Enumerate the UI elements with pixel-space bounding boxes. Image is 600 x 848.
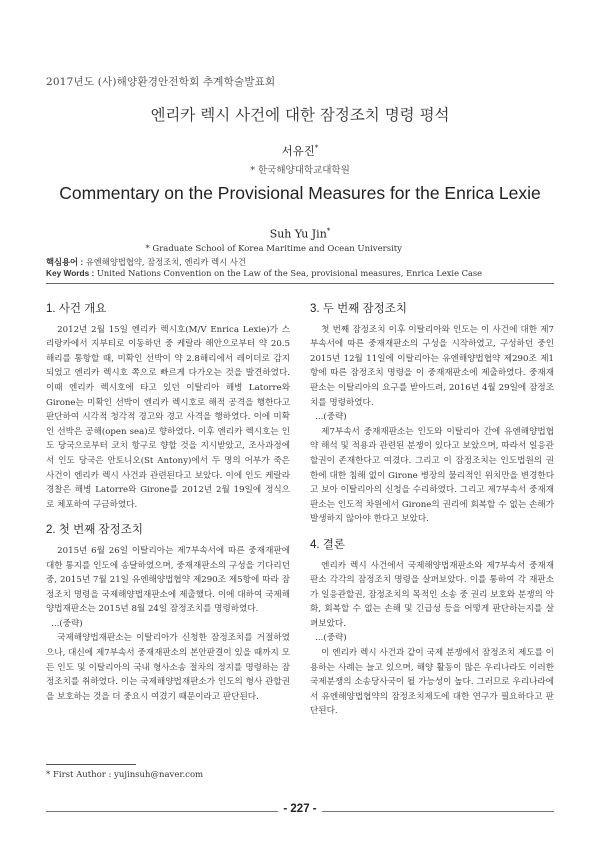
section-heading-2: 2. 첫 번째 잠정조치 xyxy=(46,524,143,537)
section-heading-4: 4. 결론 xyxy=(310,538,346,551)
conference-header: 2017년도 (사)해양환경안전학회 추계학술발표회 xyxy=(46,76,276,88)
paper-title-korean: 엔리카 렉시 사건에 대한 잠정조치 명령 평석 xyxy=(150,106,450,124)
affiliation-korean: * 한국해양대학교대학원 xyxy=(250,165,350,176)
keywords-korean-text: 유엔해양법협약, 잠정조치, 엔리카 렉시 사건 xyxy=(85,257,246,267)
section-4-paragraph: 엔리카 렉시 사건에서 국제해양법재판소와 제7부속서 중재재판소 각각의 잠정조치 명령을 살펴보았다. 이를 통하여 각 재판소가 일응관할권, 잠정조치의 목적인 소송 중 권리 보호와 분쟁의 악화, 회복할 수 없는 손해 및 긴급성 등을 어떻게 판단하는지를 살펴보았다. xyxy=(310,560,554,629)
keywords-english xyxy=(46,268,482,278)
keywords-korean xyxy=(46,256,246,268)
page-number: - 227 - xyxy=(283,803,317,815)
left-column xyxy=(46,302,290,704)
affiliation-english: * Graduate School of Korea Maritime and Ocean University xyxy=(145,244,402,254)
section-2-paragraph: 국제해양법재판소는 이탈리아가 신청한 잠정조치를 거절하였으나, 대신에 제7부속서 중재재판소의 본안판결이 있을 때까지 모든 인도 및 이탈리아의 국내 형사소송 절차의 정지를 명령하는 잠정조치를 취하였다. 이는 국제해양법재판소가 인도의 형사 관할권을 보호하는 것을 더 중요시 여겼기 때문이라고 판단된다. xyxy=(46,633,290,702)
author-mark-english: * xyxy=(326,227,331,235)
section-3-paragraph: 첫 번째 잠정조치 이후 이탈리아와 인도는 이 사건에 대한 제7부속서에 따른 중재재판소의 구성을 시작하였고, 구성하던 중인 2015년 12월 11일에 이탈리아는 유엔해양법협약 제290조 제1항에 따른 잠정조치 명령을 이 중재재판소에 제출하였다. 중재재판소는 이탈리아의 요구를 받아드려, 2016년 4월 29일에 잠정조치를 명령하였다. xyxy=(310,324,554,408)
header-divider xyxy=(46,283,554,284)
section-3-paragraph: 제7부속서 중재재판소는 인도와 이탈리아 간에 유엔해양법협약 해석 및 적용과 관련된 분쟁이 있다고 보았으며, 따라서 일응관할권이 존재한다고 여겼다. 그리고 이 잠정조치는 인도법원의 권한에 대한 침해 없이 Girone 병장의 물리적인 위치만을 변경한다고 보아 이탈리아의 신청을 수리하였다. 그리고 제7부속서 중재재판소는 인도적 차원에서 Girone의 권리에 회복할 수 없는 손해가 발생하지 않아야 한다고 보았다. xyxy=(310,426,554,525)
section-2-omission: ...(중략) xyxy=(51,618,83,629)
section-heading-1: 1. 사건 개요 xyxy=(46,303,107,315)
section-heading-3: 3. 두 번째 잠정조치 xyxy=(310,303,407,315)
right-column xyxy=(310,302,554,719)
paper-title-english: Commentary on the Provisional Measures for the Enrica Lexie xyxy=(59,183,541,203)
author-mark-korean: * xyxy=(314,144,319,153)
author-name-english: Suh Yu Jin xyxy=(269,227,327,241)
section-2-paragraph: 2015년 6월 26일 이탈리아는 제7부속서에 따른 중재재판에 대한 통지를 인도에 송달하였으며, 중재재판소의 구성을 기다리던 중, 2015년 7월 21일 유엔해양법협약 제290조 제5항에 따라 잠정조치 명령을 국제해양법재판소에 제출했다. 이에 대하여 국제해양법재판소는 2015년 8월 24일 잠정조치를 명령하였다. xyxy=(46,545,290,615)
keywords-english-label: Key Words : xyxy=(46,268,95,278)
section-4-paragraph: 이 엔리카 렉시 사건과 같이 국제 분쟁에서 잠정조치 제도를 이용하는 사례는 늘고 있으며, 해양 활동이 많은 우리나라도 이러한 국제분쟁의 소송당사국이 될 가능성이 높다. 그러므로 우리나라에서 유엔해양법협약의 잠정조치제도에 대한 연구가 필요하다고 판단된다. xyxy=(310,648,554,717)
keywords-english-text: United Nations Convention on the Law of the Sea, provisional measures, Enrica Lexie Case xyxy=(96,268,483,278)
section-3-omission: ...(중략) xyxy=(315,412,347,423)
keywords-korean-label: 핵심용어 : xyxy=(46,257,84,267)
author-english xyxy=(0,227,600,241)
section-1-paragraph: 2012년 2월 15일 엔리카 렉시호(M/V Enrica Lexie)가 스리랑카에서 지부티로 이동하던 중 케랄라 해안으로부터 약 20.5해리를 통항할 때, 미확인 선박이 약 2.8해리에서 레이더로 감지되었고 엔리카 렉시호 쪽으로 빠르게 다가오는 것을 발견하였다. 이때 엔리카 렉시호에 타고 있던 이탈리아 해병 Latorre와 Girone는 미확인 선박이 엔리카 렉시호로 해적 공격을 행한다고 판단하여 시각적 청각적 경고와 경고 사격을 행하였다. 이에 미확인 선박은 공해(open sea)로 향하였다. 이후 엔리카 렉시호는 인도 당국으로부터 코치 항구로 향할 것을 지시받았고, 조사과정에서 인도 당국은 안토니오(St Antony)에서 두 명의 어부가 죽은 사건이 엔리카 렉시 사건과 관련된다고 보았다. 이에 인도 케랄라 경찰은 해병 Latorre와 Girone를 2012년 2월 19일에 정식으로 체포하여 구금하였다. xyxy=(46,324,290,510)
footnote: * First Author : yujinsuh@naver.com xyxy=(46,770,204,780)
footnote-divider xyxy=(46,764,136,765)
author-korean xyxy=(0,143,600,159)
section-4-omission: ...(중략) xyxy=(315,633,347,644)
author-name-korean: 서유진 xyxy=(281,144,315,158)
